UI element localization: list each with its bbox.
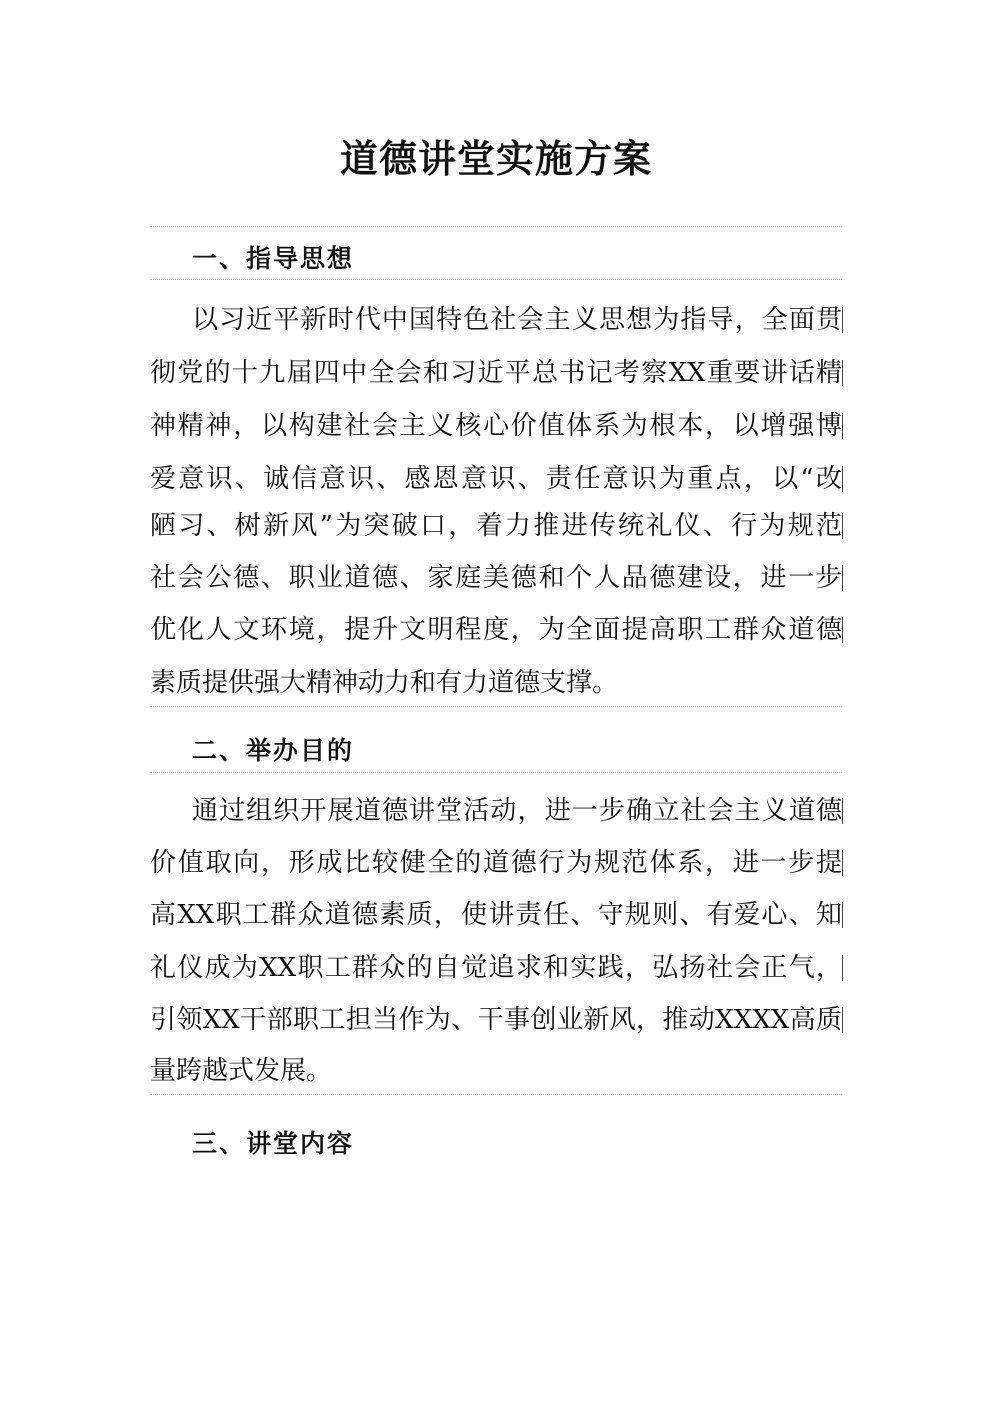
line-edge-mark — [842, 513, 843, 539]
line-edge-mark — [842, 413, 843, 439]
line-edge-mark — [842, 565, 843, 591]
paragraph-line: 通过组织开展道德讲堂活动，进一步确立社会主义道德 — [192, 796, 842, 826]
paragraph-line: 社会公德、职业道德、家庭美德和个人品德建设，进一步 — [150, 563, 842, 593]
paragraph-line: 高XX职工群众道德素质，使讲责任、守规则、有爱心、知 — [150, 900, 842, 930]
page-title: 道德讲堂实施方案 — [339, 136, 652, 181]
paragraph-line: 以习近平新时代中国特色社会主义思想为指导，全面贯 — [192, 305, 842, 335]
line-edge-mark — [842, 1007, 843, 1033]
paragraph-line: 优化人文环境，提升文明程度，为全面提高职工群众道德 — [150, 615, 842, 645]
section-heading-3: 三、讲堂内容 — [192, 1129, 355, 1158]
paragraph-line: 量跨越式发展。 — [150, 1056, 333, 1086]
divider — [150, 706, 842, 707]
line-edge-mark — [842, 617, 843, 643]
line-edge-mark — [842, 466, 843, 492]
paragraph-line: 引领XX干部职工担当作为、干事创业新风，推动XXXX高质 — [150, 1005, 842, 1035]
line-edge-mark — [842, 902, 843, 928]
line-edge-mark — [842, 360, 843, 386]
paragraph-line: 素质提供强大精神动力和有力道德支撑。 — [150, 668, 619, 698]
divider — [150, 226, 842, 227]
divider — [150, 1094, 842, 1095]
paragraph-line: 价值取向，形成比较健全的道德行为规范体系，进一步提 — [150, 848, 842, 878]
paragraph-line: 礼仪成为XX职工群众的自觉追求和实践，弘扬社会正气， — [150, 953, 842, 983]
section-heading-1: 一、指导思想 — [192, 244, 355, 273]
line-edge-mark — [842, 955, 843, 981]
divider — [150, 279, 842, 280]
paragraph-line: 彻党的十九届四中全会和习近平总书记考察XX重要讲话精 — [150, 358, 842, 388]
line-edge-mark — [842, 798, 843, 824]
line-edge-mark — [842, 850, 843, 876]
paragraph-line: 陋习、树新风”为突破口，着力推进传统礼仪、行为规范 — [150, 511, 842, 541]
paragraph-line: 神精神，以构建社会主义核心价值体系为根本，以增强博 — [150, 411, 842, 441]
paragraph-line: 爱意识、诚信意识、感恩意识、责任意识为重点，以“改 — [150, 464, 842, 494]
section-heading-2: 二、举办目的 — [192, 736, 355, 765]
divider — [150, 772, 842, 773]
line-edge-mark — [842, 307, 843, 333]
